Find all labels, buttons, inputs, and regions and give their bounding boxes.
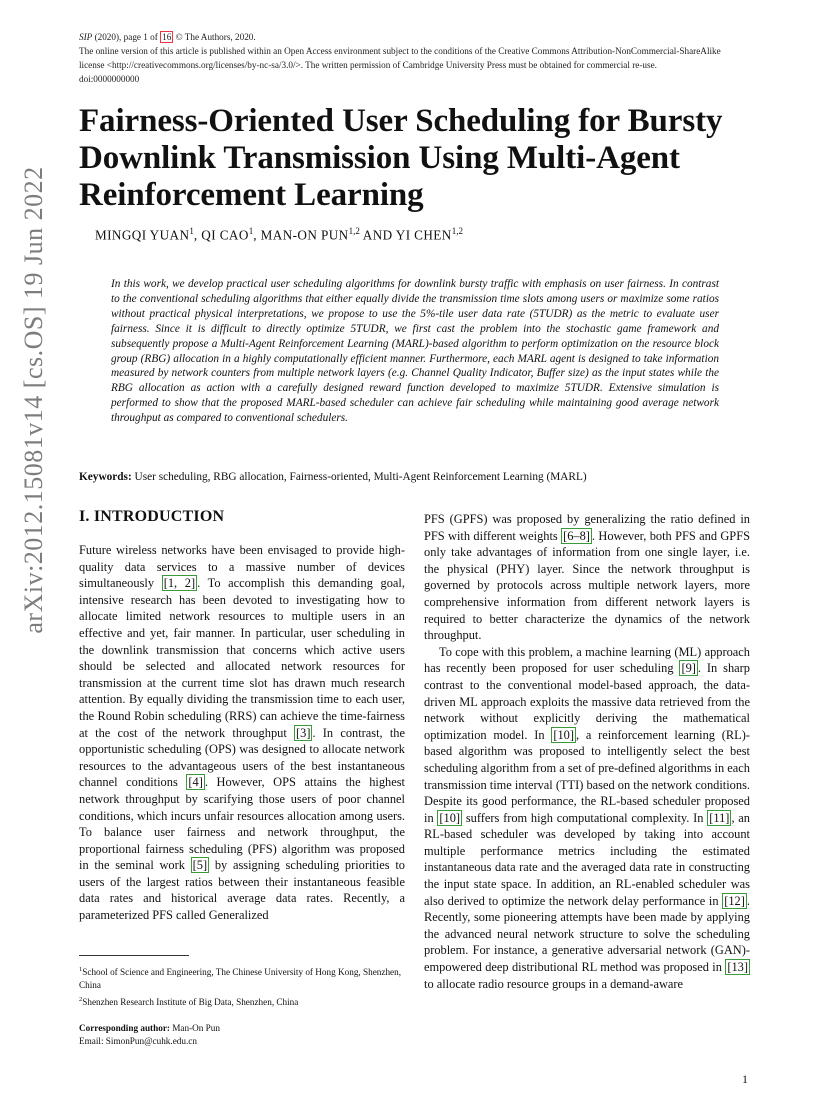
text-run: Future wireless networks have been envisaged to provide high-quality data services to a massive number of devices simultaneously [79,543,405,591]
right-column [424,511,750,992]
footnote-mark: 2 [79,996,83,1004]
footnote-text: School of Science and Engineering, The Chinese University of Hong Kong, Shenzhen, China [79,967,402,991]
year-pages: (2020), page 1 of [94,32,158,42]
text-run: . However, both PFS and GPFS only take advantages of information from one single layer, i.e. the physical (PHY) layer. Since the network throughput is governed by protocols across multiple network layers, more comprehensive information from different network layers is required to better characterize the dynamics of the network throughput. [424,528,750,643]
keywords-text: User scheduling, RBG allocation, Fairness-oriented, Multi-Agent Reinforcement Learning (MARL) [134,471,587,483]
footnote-text: Shenzhen Research Institute of Big Data, Shenzhen, China [82,997,299,1008]
author-separator: , [193,227,202,243]
author-affiliation: 1,2 [451,226,463,236]
keywords-label: Keywords: [79,471,132,483]
paragraph [424,511,750,644]
copyright-text: © The Authors, 2020. [175,32,256,42]
corresponding-line [79,1022,220,1035]
text-run: PFS (GPFS) was proposed by generalizing the ratio defined in PFS with different weights [424,512,750,543]
header-line-2: The online version of this article is published within an Open Access environment subject to the conditions of the Creative Commons Attribution-NonCommercial-ShareAlike [79,46,721,56]
header-line-1 [79,30,759,44]
footnote [79,993,407,1009]
citation-link[interactable]: [10] [439,810,461,825]
text-run: . To accomplish this demanding goal, intensive research has been devoted to investigating how to allocate limited network resources to multiple users in an effective and yet, fair manner. In particular, user scheduling in the downlink transmission that concerns which active users should be selected and allocated network resources for transmission at the current time slot has drawn much research attention. By equally dividing the transmission time to each user, the Round Robin scheduling (RRS) can achieve the time-fairness at the cost of the network throughput [79,576,405,740]
text-run: by assigning scheduling priorities to users of the largest ratios between their instantaneous feasible data rates and historical average data rates. Recently, a parameterized PFS called Generalized [79,858,405,923]
citation-link[interactable]: [10] [553,727,574,742]
text-run: . Recently, some pioneering attempts have been made by applying the advanced neural network structure to solve the scheduling problem. For instance, a generative adversarial network (GAN)-empowered deep distributional RL method was proposed in [424,893,750,975]
text-run: To cope with this problem, a machine learning (ML) approach has recently been proposed for user scheduling [424,644,750,676]
citation-link[interactable]: [6–8] [563,528,590,543]
text-run: . However, OPS attains the highest network throughput by scarifying those users of poor channel conditions, which incurs unfair resources allocation among users. To balance user fairness and network throughput, the proportional fairness scheduling (PFS) algorithm was proposed in the seminal work [79,775,405,873]
author-separator: , [253,227,261,243]
author-affiliation: 1,2 [348,226,360,236]
total-pages-link[interactable]: 16 [162,32,172,42]
keywords [79,471,587,483]
author-affiliation: 1 [189,226,194,236]
section-number: I. [79,508,90,525]
text-run: . In contrast, the opportunistic scheduling (OPS) was designed to allocate network resources to the advantageous users of the best instantaneous channel conditions [79,725,405,790]
text-run: , a reinforcement learning (RL)-based algorithm was proposed to intelligently select the best scheduling algorithm from a set of pre-defined algorithms in each transmission time interval (TTI) based on the network conditions. Despite its good performance, the RL-based scheduler proposed in [424,727,750,825]
text-run: . In sharp contrast to the conventional model-based approach, the data-driven ML approach exploits the massive data retrieved from the network without explicitly deriving the mathematical optimization model. In [424,661,750,742]
text-run: , an RL-based scheduler was developed by taking into account multiple performance metrics including the estimated instantaneous data rate and the averaged data rate in constructing the input state space. In addition, an RL-enabled scheduler was also derived to optimize the network delay performance in [424,810,750,908]
corresponding-email: Email: SimonPun@cuhk.edu.cn [79,1036,197,1046]
page-number: 1 [742,1072,748,1086]
author-name: MAN-ON PUN [260,227,349,243]
paragraph [79,542,405,924]
header-line-3: license <http://creativecommons.org/licenses/by-nc-sa/3.0/>. The written permission of Cambridge University Press must be obtained for commercial re-use. [79,60,657,70]
section-title: INTRODUCTION [93,508,225,525]
author-list [95,226,463,243]
journal-name: SIP [79,32,93,42]
author-affiliation: 1 [248,226,254,236]
text-run: suffers from high computational complexity. In [462,810,708,825]
footnotes [79,963,407,1010]
paragraph [424,644,750,992]
section-heading [79,508,224,526]
corresponding-label: Corresponding author: [79,1023,170,1033]
abstract: In this work, we develop practical user scheduling algorithms for downlink bursty traffic with emphasis on user fairness. In contrast to the conventional scheduling algorithms that either equally divide the transmission time slots among users or maximize some ratios without practical physical interpretations, we propose to use the 5%-tile user data rate (5TUDR) as the metric to evaluate user fairness. Since it is difficult to directly optimize 5TUDR, we first cast the problem into the stochastic game framework and subsequently propose a Multi-Agent Reinforcement Learning (MARL)-based algorithm to perform optimization on the resource block group (RBG) allocation in a highly computationally efficient manner. Furthermore, each MARL agent is designed to take information measured by network counters from multiple network layers (e.g. Channel Quality Indicator, Buffer size) as the input states while the RBG allocation as action with a carefully designed reward function developed to maximize 5TUDR. Extensive simulation is performed to show that the proposed MARL-based scheduler can achieve fair scheduling while maintaining good average network throughput as compared to conventional schedulers. [111,278,719,425]
footnote [79,963,407,992]
arxiv-id-text: arXiv:2012.15081v14 [cs.OS] 19 Jun 2022 [19,166,48,634]
citation-link[interactable]: [13] [727,960,748,975]
citation-link[interactable]: [12] [724,893,745,908]
running-header [79,30,759,86]
corresponding-name: Man-On Pun [172,1023,220,1033]
footnote-mark: 1 [79,966,83,973]
citation-link[interactable]: [11] [709,810,730,825]
corresponding-author [79,1022,220,1048]
author-name: MINGQI YUAN [95,227,190,243]
footnote-divider [79,955,189,956]
author-name: QI CAO [201,227,249,243]
author-name: YI CHEN [395,227,452,243]
citation-link[interactable]: [4] [188,775,203,790]
doi-text: doi:0000000000 [79,74,140,84]
left-column [79,542,405,924]
citation-link[interactable]: [5] [192,858,208,873]
paper-title: Fairness-Oriented User Scheduling for Bursty Downlink Transmission Using Multi-Agent Reinforcement Learning [79,103,723,213]
citation-link[interactable]: [1, 2] [163,576,196,591]
author-separator: AND [359,227,396,243]
citation-link[interactable]: [3] [296,725,311,740]
citation-link[interactable]: [9] [681,661,696,676]
text-run: to allocate radio resource groups in a demand-aware [424,976,684,991]
